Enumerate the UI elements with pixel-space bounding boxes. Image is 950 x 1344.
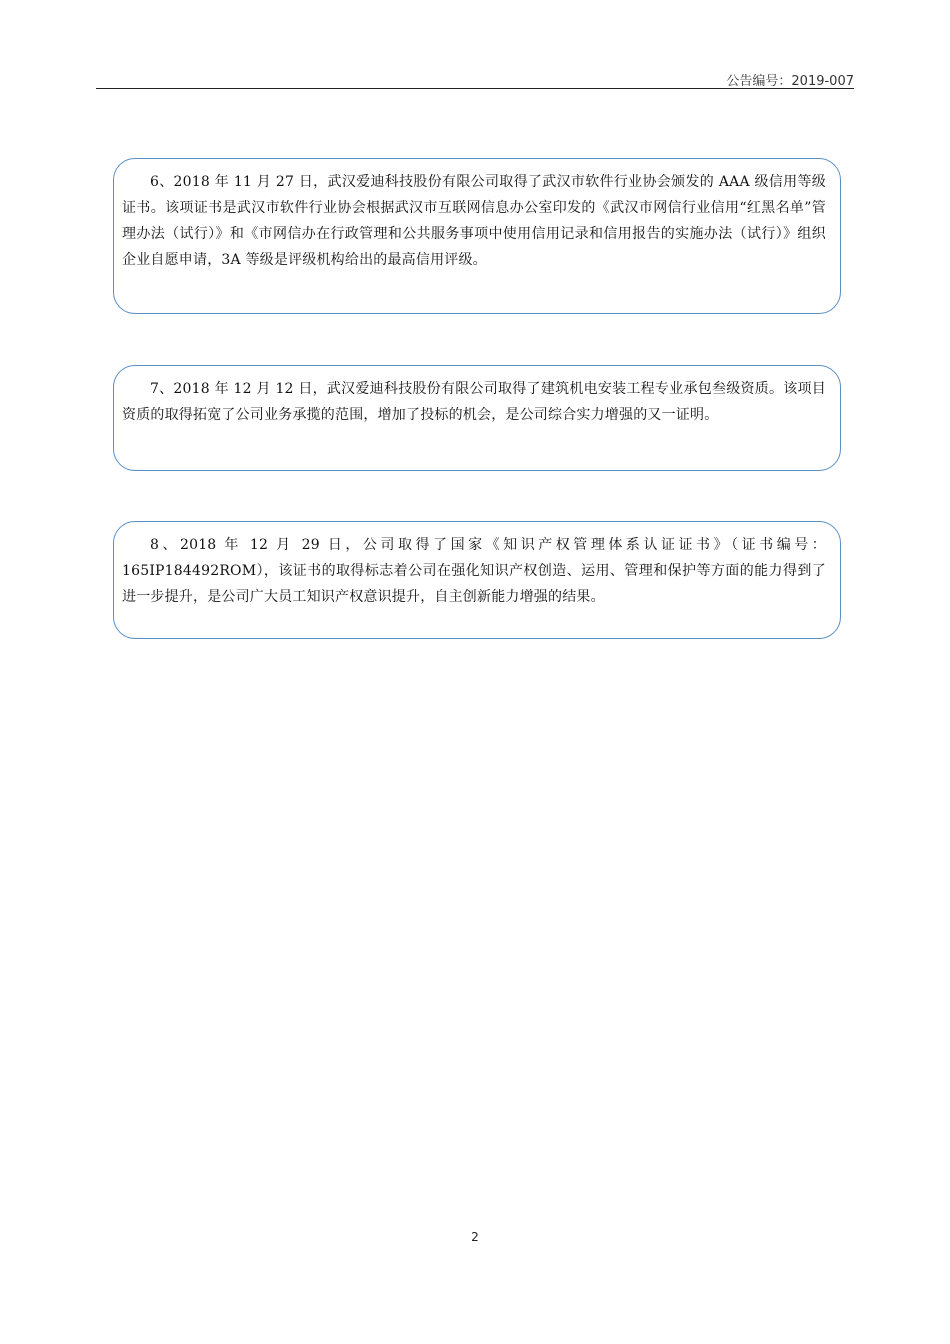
notice-item-6 (113, 158, 841, 314)
header-divider (96, 88, 854, 89)
page-number: 2 (471, 1230, 479, 1244)
notice-item-text: 7、2018 年 12 月 12 日，武汉爱迪科技股份有限公司取得了建筑机电安装工程专业承包叁级资质。该项目资质的取得拓宽了公司业务承揽的范围，增加了投标的机会，是公司综合实力增强的又一证明。 (122, 381, 826, 423)
notice-item-8 (113, 521, 841, 639)
announcement-number: 公告编号：2019-007 (726, 74, 854, 89)
notice-item-7 (113, 365, 841, 471)
notice-item-text: 8、2018 年 12 月 29 日，公司取得了国家《知识产权管理体系认证证书》（证书编号：165IP184492ROM），该证书的取得标志着公司在强化知识产权创造、运用、管理和保护等方面的能力得到了进一步提升，是公司广大员工知识产权意识提升，自主创新能力增强的结果。 (122, 537, 826, 605)
notice-item-text: 6、2018 年 11 月 27 日，武汉爱迪科技股份有限公司取得了武汉市软件行业协会颁发的 AAA 级信用等级证书。该项证书是武汉市软件行业协会根据武汉市互联网信息办公室印发的《武汉市网信行业信用“红黑名单”管理办法（试行）》和《市网信办在行政管理和公共服务事项中使用信用记录和信用报告的实施办法（试行）》组织企业自愿申请，3A 等级是评级机构给出的最高信用评级。 (122, 174, 826, 268)
